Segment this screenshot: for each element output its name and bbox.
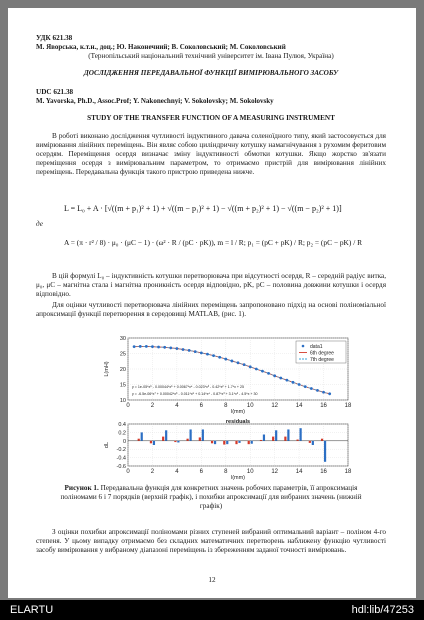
data1-point (157, 346, 160, 349)
formula-coefficients: A = (π · r² / 8) · μ₀ · (μC − 1) · (ω² · R / (pC · pK)), m = l / R; p₁ = (pC + pK) / R; p₂ = (pC − pK) / R (64, 238, 363, 247)
fit-equation-7: y = -6.5e-06*x⁷ + 0.00042*x⁶ - 0.011*x⁵ + 0.14*x⁴ - 0.87*x³ + 3.1*x² - 4.5*x + 30 (132, 392, 258, 396)
residual-bar (214, 441, 216, 444)
residual-bar (284, 437, 286, 441)
x-tick-label: 18 (344, 403, 352, 409)
formula-transfer-function: L = L₀ + A · [√((m + p₁)² + 1) + √((m − p₁)² + 1) − √((m + p₂)² + 1) − √((m − p₂)² + 1)] (64, 204, 342, 213)
residual-bar (138, 439, 140, 441)
figure-caption-text: Передавальна функція для конкретних значень робочих параметрів, її апроксимація поліномами 6 і 7 порядків (верхній графік), і похибки апроксимації для вибраних значень (нижній графік) (60, 484, 362, 510)
data1-point (182, 348, 185, 351)
x-tick-label: 18 (344, 469, 352, 475)
y-axis-label: L(mH) (104, 361, 110, 377)
data1-point (200, 351, 203, 354)
data1-point (304, 385, 307, 388)
x-tick-label: 10 (246, 469, 254, 475)
data1-point (322, 391, 325, 394)
y-tick-label: -0.4 (116, 455, 126, 462)
y-tick-label: -0.6 (116, 464, 126, 470)
data1-point (298, 383, 301, 386)
y-tick-label: -0.2 (116, 447, 126, 454)
residual-bar (226, 441, 228, 444)
x-axis-label: l(mm) (230, 475, 246, 480)
y-axis-label: dL (104, 441, 110, 449)
data1-point (310, 387, 313, 390)
chart-transfer-function (102, 334, 352, 416)
data1-point (316, 389, 319, 392)
residual-bar (300, 428, 302, 441)
data1-point (255, 368, 258, 371)
residual-bar (324, 441, 326, 462)
data1-point (292, 381, 295, 384)
footer-handle[interactable]: hdl:lib/47253 (351, 604, 414, 616)
residual-bar (238, 441, 240, 443)
y-tick-label: 0 (122, 438, 126, 445)
legend-label: data1 (310, 344, 323, 350)
x-tick-label: 0 (126, 403, 130, 409)
data1-point (218, 356, 221, 359)
data1-point (188, 349, 191, 352)
residual-bar (190, 429, 192, 440)
paragraph-conclusion: З оцінки похибки апроксимації поліномами різних ступеней вибраний оптимальний варіант – поліном 4-го степеня. У цьому випадку отримаємо без складних математичних перетворень наближену функцію чутливості засобу вимірювання у вибраному діапазоні переміщень із збереженням заданої точності вимірювань. (36, 528, 386, 554)
ua-authors: М. Яворська, к.т.н., доц.; Ю. Наконечний; В. Соколовський; М. Соколовський (36, 43, 286, 51)
y-tick-label: 25 (119, 351, 126, 358)
x-tick-label: 12 (271, 403, 279, 409)
chart-title: residuals (225, 419, 251, 425)
data1-point (237, 361, 240, 364)
y-tick-label: 0.2 (118, 430, 126, 437)
paragraph-intro: В роботі виконано дослідження чутливості індуктивного давача соленоїдного типу, який застосовується для вимірювання лінійних переміщень. Він являє собою циліндричну котушку намагнічування з рухомим феритовим осердям. Переміщення осердя визначає зміну індуктивності обмотки котушки. Якщо жорстко зв'язати переміщення осердя з вимірювальним параметром, то отримаємо пристрій для вимірювання лінійних переміщень. Передавальна функція такого пристрою приведена нижче. (36, 132, 386, 176)
y-tick-label: 10 (119, 398, 126, 404)
data1-point (169, 347, 172, 350)
chart-residuals (102, 418, 352, 480)
data1-point (139, 345, 142, 348)
residual-bar (187, 439, 189, 441)
data1-point (249, 365, 252, 368)
residual-bar (211, 441, 213, 444)
data1-point (145, 345, 148, 348)
residual-bar (309, 441, 311, 443)
residual-bar (297, 440, 299, 441)
residual-bar (162, 437, 164, 441)
x-tick-label: 4 (175, 403, 179, 409)
residual-bar (260, 440, 262, 441)
data1-point (151, 345, 154, 348)
data1-point (261, 370, 264, 373)
figure-caption (58, 484, 364, 511)
residual-bar (251, 441, 253, 444)
y-tick-label: 15 (119, 382, 126, 389)
plot-area (128, 424, 348, 466)
residual-bar (177, 441, 179, 443)
paper-page (8, 8, 416, 598)
data1-point (175, 347, 178, 350)
ua-title: ДОСЛІДЖЕННЯ ПЕРЕДАВАЛЬНОЇ ФУНКЦІЇ ВИМІРЮВАЛЬНОГО ЗАСОБУ (83, 69, 339, 77)
residual-bar (165, 430, 167, 441)
paragraph-method: Для оцінки чутливості перетворювача лінійних переміщень запропоновано підхід на основі поліноміальної апроксимації функції перетворення в середовищі MATLAB, (рис. 1). (36, 301, 386, 318)
x-tick-label: 10 (246, 403, 254, 409)
y-tick-label: 0.4 (118, 422, 126, 428)
data1-point (133, 345, 136, 348)
residual-bar (141, 432, 143, 440)
x-tick-label: 12 (271, 469, 279, 475)
data1-point (273, 374, 276, 377)
x-tick-label: 8 (224, 469, 228, 475)
residual-bar (199, 437, 201, 440)
x-axis-label: l(mm) (230, 409, 246, 415)
x-tick-label: 8 (224, 403, 228, 409)
en-authors: M. Yavorska, Ph.D., Assoc.Prof; Y. Nakonechnyi; V. Sokolovsky; M. Sokolovsky (36, 97, 274, 105)
x-tick-label: 16 (320, 469, 327, 475)
residual-bar (223, 441, 225, 445)
en-title: STUDY OF THE TRANSFER FUNCTION OF A MEASURING INSTRUMENT (87, 114, 335, 122)
data1-point (328, 392, 331, 395)
residual-bar (272, 437, 274, 441)
data1-point (163, 346, 166, 349)
data1-point (224, 358, 227, 361)
residual-bar (202, 429, 204, 440)
figure-caption-label: Рисунок 1. (64, 484, 99, 492)
residual-bar (235, 441, 237, 444)
label-de: де (36, 220, 43, 228)
en-udc: UDC 621.38 (36, 88, 74, 96)
x-tick-label: 6 (199, 403, 204, 409)
page-number: 12 (208, 576, 216, 584)
ua-udc: УДК 621.38 (36, 34, 73, 42)
fit-equation-6: y = 1e-05*x⁶ - 0.00044*x⁵ + 0.0067*x⁴ - 0.023*x³ - 0.42*x² + 1.7*x + 25 (132, 385, 244, 389)
data1-point (285, 379, 288, 382)
x-tick-label: 16 (320, 403, 327, 409)
x-tick-label: 6 (199, 469, 204, 475)
residual-bar (287, 429, 289, 440)
data1-point (279, 377, 282, 380)
footer-source: ELARTU (10, 604, 54, 616)
x-tick-label: 14 (295, 403, 303, 409)
data1-point (194, 350, 197, 353)
ua-affiliation: (Тернопільський національний технічний університет ім. Івана Пулюя, Україна) (88, 52, 334, 60)
residual-bar (263, 435, 265, 441)
residual-bar (150, 441, 152, 444)
repository-footer (0, 600, 424, 620)
residual-bar (174, 441, 176, 442)
y-tick-label: 30 (119, 336, 126, 342)
residual-bar (153, 441, 155, 445)
residual-bar (248, 441, 250, 444)
x-tick-label: 4 (175, 469, 179, 475)
data1-point (212, 354, 215, 357)
data1-point (243, 363, 246, 366)
x-tick-label: 2 (150, 403, 155, 409)
legend-label: 7th degree (310, 357, 334, 363)
residual-bar (321, 439, 323, 441)
data1-point (230, 360, 233, 363)
paragraph-variables: В цій формулі L₀ – індуктивність котушки перетворювача при відсутності осердя, R – середній радіус витка, μ₀, μC – магнітна стала і магнітна проникність осердя відповідно, pK, pC – половина довжини котушки і осердя відповідно. (36, 272, 386, 298)
legend-label: 6th degree (310, 350, 334, 357)
data1-point (267, 372, 270, 375)
x-tick-label: 14 (295, 469, 303, 475)
residual-bar (275, 430, 277, 441)
y-tick-label: 20 (119, 367, 126, 373)
data1-point (206, 353, 209, 356)
residual-bar (312, 441, 314, 445)
x-tick-label: 2 (150, 469, 155, 475)
legend-marker (302, 345, 305, 348)
x-tick-label: 0 (126, 469, 130, 475)
